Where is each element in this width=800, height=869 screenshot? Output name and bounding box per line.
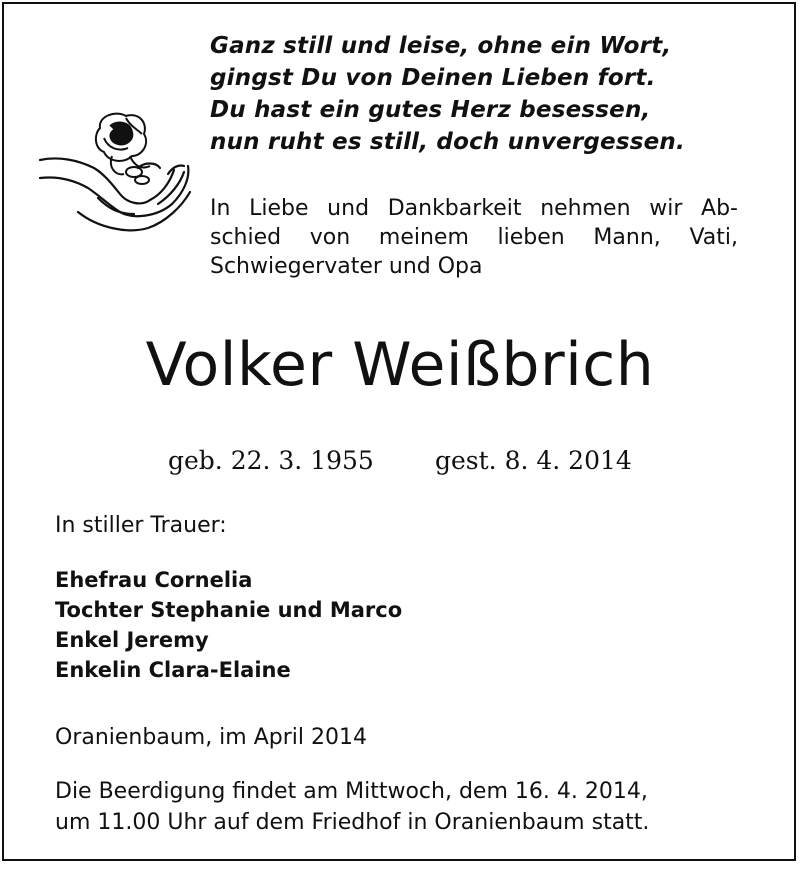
poem-line: Ganz still und leise, ohne ein Wort, [210,33,672,59]
intro-line: Schwiegervater und Opa [210,254,483,279]
funeral-line: um 11.00 Uhr auf dem Friedhof in Oranienbaum statt. [55,810,650,835]
deceased-name: Volker Weißbrich [145,330,655,400]
poem-verse [210,30,685,158]
mourner-item: Enkel Jeremy [55,628,209,652]
mourner-item: Tochter Stephanie und Marco [55,598,403,622]
hands-holding-rose-icon [38,108,198,238]
place-date: Oranienbaum, im April 2014 [55,725,367,750]
birth-date: geb. 22. 3. 1955 [168,446,374,475]
intro-line: schied von meinem lieben Mann, Vati, [210,225,738,250]
intro-line: In Liebe und Dankbarkeit nehmen wir Ab- [210,196,738,221]
poem-line: nun ruht es still, doch unvergessen. [210,129,685,155]
mourners-list [55,565,402,685]
poem-line: gingst Du von Deinen Lieben fort. [210,65,656,91]
intro-text [210,194,738,281]
funeral-info [55,776,649,838]
death-date: gest. 8. 4. 2014 [435,446,632,475]
mourning-label: In stiller Trauer: [55,513,227,538]
poem-line: Du hast ein gutes Herz besessen, [210,97,651,123]
funeral-line: Die Beerdigung findet am Mittwoch, dem 16. 4. 2014, [55,779,648,804]
mourner-item: Enkelin Clara-Elaine [55,658,291,682]
mourner-item: Ehefrau Cornelia [55,568,253,592]
